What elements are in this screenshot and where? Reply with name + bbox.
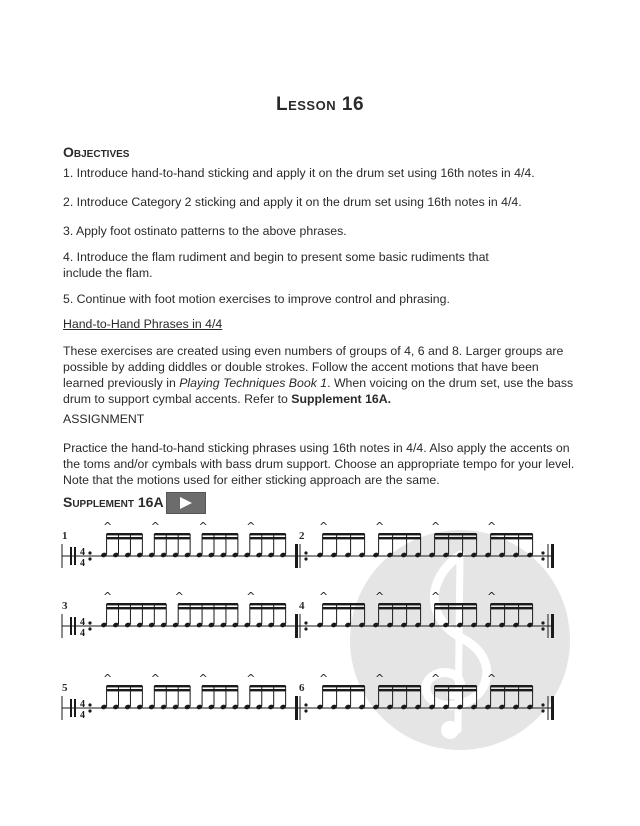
hand-to-hand-heading: Hand-to-Hand Phrases in 4/4 — [63, 317, 223, 331]
accent-mark: ^ — [487, 590, 497, 603]
beam — [178, 607, 238, 609]
double-barline — [295, 696, 298, 720]
percussion-clef — [74, 617, 76, 635]
beam — [379, 607, 421, 609]
final-barline — [551, 696, 554, 720]
double-barline — [295, 544, 298, 568]
beam — [323, 685, 365, 687]
accent-mark: ^ — [198, 520, 208, 533]
accent-mark: ^ — [246, 672, 256, 685]
accent-mark: ^ — [246, 520, 256, 533]
accent-mark: ^ — [431, 520, 441, 533]
repeat-dot — [541, 551, 544, 554]
measure-number: 4 — [299, 600, 305, 612]
objective-item: 2. Introduce Category 2 sticking and apply it on the drum set using 16th notes in 4/4. — [63, 195, 522, 209]
beam — [379, 603, 421, 605]
repeat-dot — [541, 703, 544, 706]
accent-mark: ^ — [174, 590, 184, 603]
accent-mark: ^ — [319, 672, 329, 685]
accent-mark: ^ — [319, 590, 329, 603]
accent-mark: ^ — [102, 520, 113, 533]
measure-number: 6 — [299, 682, 305, 694]
supplement-heading: Supplement 16A — [63, 494, 164, 510]
accent-mark: ^ — [487, 672, 497, 685]
beam — [491, 537, 533, 539]
measure-number: 3 — [62, 600, 68, 612]
objective-item: 1. Introduce hand-to-hand sticking and apply it on the drum set using 16th notes in 4/4. — [63, 166, 535, 180]
objective-item: 5. Continue with foot motion exercises to improve control and phrasing. — [63, 292, 450, 306]
beam — [250, 533, 286, 535]
time-signature-top: 4 — [80, 699, 85, 710]
time-signature-bottom: 4 — [80, 628, 85, 639]
percussion-clef — [74, 699, 76, 717]
repeat-dot — [304, 557, 307, 560]
beam — [202, 685, 238, 687]
beam — [107, 537, 143, 539]
beam — [435, 537, 477, 539]
measure-number: 5 — [62, 682, 68, 694]
beam — [154, 685, 190, 687]
beam — [250, 607, 286, 609]
final-barline — [551, 544, 554, 568]
beam — [435, 685, 477, 687]
percussion-clef — [70, 699, 72, 717]
beam — [323, 533, 365, 535]
accent-mark: ^ — [431, 672, 441, 685]
measure-number: 1 — [62, 530, 68, 542]
beam — [323, 537, 365, 539]
lesson-title: Lesson 16 — [275, 94, 365, 115]
beam — [435, 607, 477, 609]
beam — [250, 685, 286, 687]
beam — [323, 603, 365, 605]
final-barline — [551, 614, 554, 638]
accent-mark: ^ — [375, 672, 385, 685]
beam — [154, 537, 190, 539]
beam — [323, 607, 365, 609]
accent-mark: ^ — [102, 672, 113, 685]
objective-item: 4. Introduce the flam rudiment and begin to present some basic rudiments that include the flam. — [63, 250, 489, 280]
repeat-dot — [304, 627, 307, 630]
repeat-dot — [541, 557, 544, 560]
assignment-heading: ASSIGNMENT — [63, 412, 145, 426]
beam — [107, 685, 143, 687]
beam — [107, 607, 167, 609]
beam — [323, 689, 365, 691]
beam — [107, 689, 143, 691]
accent-mark: ^ — [319, 520, 329, 533]
repeat-dot — [88, 621, 91, 624]
time-signature-top: 4 — [80, 547, 85, 558]
beam — [250, 603, 286, 605]
accent-mark: ^ — [150, 520, 160, 533]
repeat-dot — [88, 703, 91, 706]
beam — [379, 689, 421, 691]
accent-mark: ^ — [246, 590, 256, 603]
assignment-paragraph: Practice the hand-to-hand sticking phrases using 16th notes in 4/4. Also apply the accents on the toms and/or cymbals with bass drum support. Choose an appropriate tempo for your level. Note that the motions used for either sticking approach are the same. — [63, 441, 575, 487]
repeat-dot — [304, 703, 307, 706]
beam — [491, 533, 533, 535]
repeat-dot — [541, 627, 544, 630]
book-title: Playing Techniques Book 1 — [179, 376, 328, 390]
accent-mark: ^ — [487, 520, 497, 533]
beam — [107, 533, 143, 535]
repeat-dot — [304, 551, 307, 554]
repeat-dot — [541, 621, 544, 624]
beam — [178, 603, 238, 605]
beam — [107, 603, 167, 605]
accent-mark: ^ — [198, 672, 208, 685]
beam — [491, 603, 533, 605]
accent-mark: ^ — [431, 590, 441, 603]
beam — [202, 533, 238, 535]
percussion-clef — [74, 547, 76, 565]
repeat-dot — [88, 557, 91, 560]
beam — [379, 533, 421, 535]
accent-mark: ^ — [375, 520, 385, 533]
repeat-dot — [541, 709, 544, 712]
accent-mark: ^ — [102, 590, 113, 603]
beam — [435, 533, 477, 535]
beam — [154, 689, 190, 691]
beam — [491, 685, 533, 687]
beam — [250, 537, 286, 539]
repeat-dot — [304, 709, 307, 712]
repeat-dot — [88, 627, 91, 630]
time-signature-bottom: 4 — [80, 710, 85, 721]
beam — [154, 533, 190, 535]
beam — [250, 689, 286, 691]
percussion-clef — [70, 617, 72, 635]
beam — [202, 537, 238, 539]
time-signature-bottom: 4 — [80, 558, 85, 569]
beam — [202, 689, 238, 691]
double-barline — [295, 614, 298, 638]
beam — [435, 689, 477, 691]
beam — [491, 689, 533, 691]
accent-mark: ^ — [375, 590, 385, 603]
beam — [379, 537, 421, 539]
time-signature-top: 4 — [80, 617, 85, 628]
supplement-reference: Supplement 16A. — [291, 392, 392, 406]
beam — [379, 685, 421, 687]
objective-item: 3. Apply foot ostinato patterns to the above phrases. — [63, 224, 347, 238]
paragraph-text: These exercises are created using even numbers of groups of 4, 6 and 8. Larger groups are possible by adding diddles or double strokes. Follow the accent motions that have been learned previously in — [63, 344, 564, 390]
objectives-heading: Objectives — [63, 144, 130, 160]
paragraph-text: . When voicing on the drum set, use the bass drum to support cymbal accents. Refer to — [63, 376, 574, 406]
beam — [491, 607, 533, 609]
percussion-clef — [70, 547, 72, 565]
beam — [435, 603, 477, 605]
repeat-dot — [304, 621, 307, 624]
accent-mark: ^ — [150, 672, 160, 685]
repeat-dot — [88, 551, 91, 554]
measure-number: 2 — [299, 530, 305, 542]
repeat-dot — [88, 709, 91, 712]
